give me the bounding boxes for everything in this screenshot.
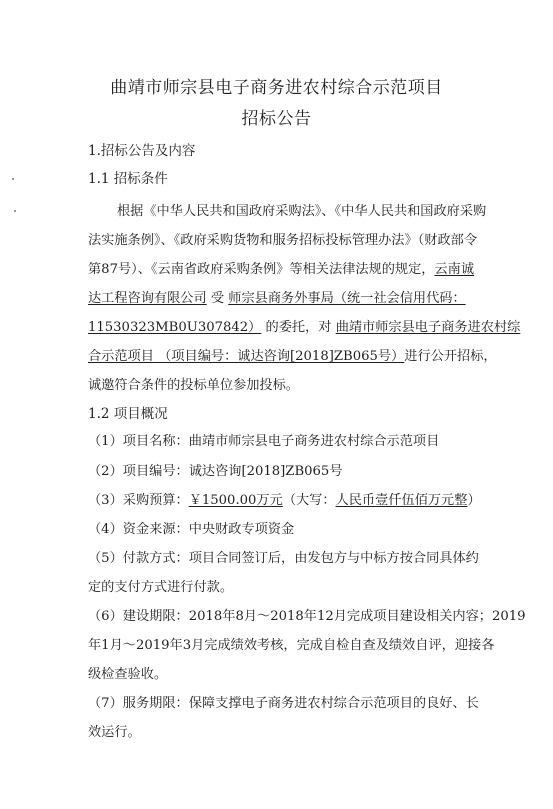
agency-name: 云南诚 bbox=[434, 262, 475, 277]
item-budget bbox=[88, 493, 481, 509]
paragraph-line: 根据《中华人民共和国政府采购法》、《中华人民共和国政府采购 bbox=[117, 204, 487, 219]
budget-amount: ￥1500.00万元 bbox=[188, 493, 283, 508]
paragraph-text: 受 bbox=[206, 291, 229, 306]
agency-name: 达工程咨询有限公司 bbox=[88, 291, 207, 306]
paragraph-line: 法实施条例》、《政府采购货物和服务招标投标管理办法》（财政部令 bbox=[88, 233, 478, 248]
paragraph-line bbox=[88, 320, 520, 336]
paragraph-line bbox=[88, 349, 497, 365]
project-name: 合示范项目 （项目编号：诚达咨询[2018]ZB065号） bbox=[88, 349, 405, 364]
item-payment: 定的支付方式进行付款。 bbox=[88, 580, 234, 595]
paragraph-line bbox=[88, 291, 466, 307]
item-fund-source: （4）资金来源：中央财政专项资金 bbox=[88, 522, 295, 537]
document-title: 曲靖市师宗县电子商务进农村综合示范项目 bbox=[110, 78, 443, 98]
paragraph-line: 诚邀符合条件的投标单位参加投标。 bbox=[88, 378, 299, 393]
budget-amount-words: 人民币壹仟伍佰万元整 bbox=[335, 493, 468, 508]
document-subtitle: 招标公告 bbox=[241, 109, 312, 129]
item-construction-period: （6）建设期限：2018年8月～2018年12月完成项目建设相关内容；2019 bbox=[88, 609, 526, 624]
item-payment: （5）付款方式：项目合同签订后，由发包方与中标方按合同具体约 bbox=[88, 551, 479, 566]
paragraph-text: 的委托，对 bbox=[261, 320, 336, 335]
section-1-1-heading: 1.1 招标条件 bbox=[88, 171, 168, 187]
item-project-number: （2）项目编号：诚达咨询[2018]ZB065号 bbox=[88, 464, 343, 479]
scan-speck bbox=[12, 178, 14, 180]
item-text: ） bbox=[467, 493, 481, 508]
item-service-period: 效运行。 bbox=[88, 725, 141, 740]
item-text: （大写： bbox=[282, 493, 336, 508]
item-project-name: （1）项目名称：曲靖市师宗县电子商务进农村综合示范项目 bbox=[88, 434, 440, 449]
credit-code: 11530323MB0U307842） bbox=[88, 320, 262, 335]
item-construction-period: 级检查验收。 bbox=[88, 667, 168, 682]
section-1-heading: 1.招标公告及内容 bbox=[88, 143, 196, 159]
item-service-period: （7）服务期限：保障支撑电子商务进农村综合示范项目的良好、长 bbox=[88, 696, 479, 711]
paragraph-text: 第87号）、《云南省政府采购条例》等相关法律法规的规定， bbox=[88, 262, 435, 277]
item-construction-period: 年1月～2019年3月完成绩效考核，完成自检自查及绩效自评，迎接各 bbox=[88, 638, 495, 653]
paragraph-text: 进行公开招标， bbox=[404, 349, 497, 364]
purchaser-name: 师宗县商务外事局（统一社会信用代码： bbox=[228, 291, 466, 306]
section-1-2-heading: 1.2 项目概况 bbox=[88, 406, 168, 422]
project-name: 曲靖市师宗县电子商务进农村综 bbox=[335, 320, 521, 335]
scan-speck bbox=[14, 210, 16, 212]
item-text: （3）采购预算： bbox=[88, 493, 189, 508]
paragraph-line bbox=[88, 262, 474, 278]
